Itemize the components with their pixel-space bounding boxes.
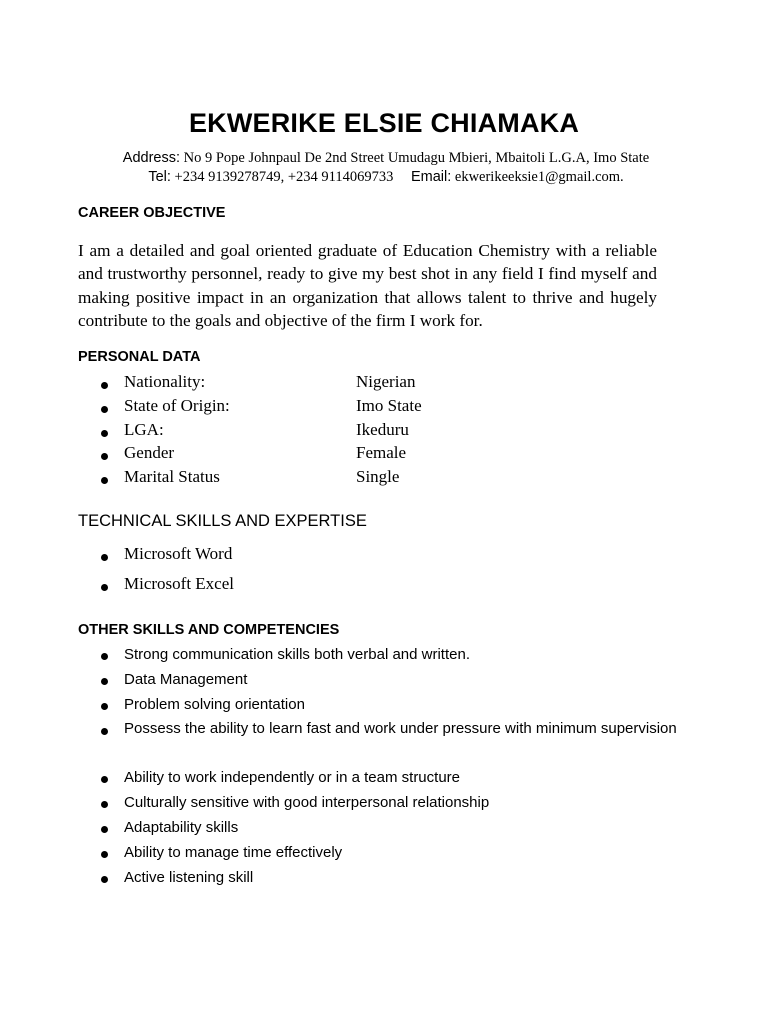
- bullet-icon: [101, 477, 108, 484]
- tel-label: Tel:: [148, 169, 171, 185]
- personal-data-value: Nigerian: [356, 372, 416, 391]
- personal-data-label: LGA:: [124, 420, 164, 439]
- personal-data-value: Single: [356, 467, 400, 486]
- bullet-icon: [101, 801, 108, 808]
- bullet-icon: [101, 453, 108, 460]
- address-value: No 9 Pope Johnpaul De 2nd Street Umudagu Mbieri, Mbaitoli L.G.A, Imo State: [183, 150, 650, 166]
- personal-data-heading: PERSONAL DATA: [78, 349, 201, 365]
- personal-data-label: Nationality:: [124, 372, 206, 391]
- bullet-icon: [101, 876, 108, 883]
- personal-data-label: State of Origin:: [124, 396, 230, 415]
- other-skill-text: Strong communication skills both verbal and written.: [124, 646, 470, 663]
- personal-data-value: Imo State: [356, 396, 422, 415]
- bullet-icon: [101, 728, 108, 735]
- other-skill-text: Ability to work independently or in a team structure: [124, 769, 460, 786]
- address-line: [2, 150, 768, 167]
- other-skill-text: Data Management: [124, 671, 248, 688]
- bullet-icon: [101, 430, 108, 437]
- address-label: Address:: [122, 150, 181, 166]
- bullet-icon: [101, 776, 108, 783]
- other-skill-text: Adaptability skills: [124, 819, 239, 836]
- career-objective-text: I am a detailed and goal oriented graduate of Education Chemistry with a reliable and trustworthy personnel, ready to give my best shot in any field I find myself and making positive impact in an organization that allows talent to thrive and hugely contribute to the goals and objective of the firm I work for.: [78, 241, 657, 330]
- bullet-icon: [101, 653, 108, 660]
- bullet-icon: [101, 826, 108, 833]
- bullet-icon: [101, 406, 108, 413]
- other-skill-text: Problem solving orientation: [124, 696, 305, 713]
- other-skill-text: Ability to manage time effectively: [124, 844, 343, 861]
- bullet-icon: [101, 382, 108, 389]
- bullet-icon: [101, 703, 108, 710]
- candidate-name: EKWERIKE ELSIE CHIAMAKA: [188, 108, 580, 138]
- bullet-icon: [101, 554, 108, 561]
- personal-data-value: Ikeduru: [356, 420, 409, 439]
- other-skills-heading: OTHER SKILLS AND COMPETENCIES: [78, 622, 340, 638]
- email-value: ekwerikeeksie1@gmail.com.: [454, 169, 624, 185]
- technical-skill-text: Microsoft Word: [124, 544, 233, 563]
- other-skill-text: Possess the ability to learn fast and work under pressure with minimum supervision: [124, 720, 677, 737]
- bullet-icon: [101, 584, 108, 591]
- bullet-icon: [101, 851, 108, 858]
- career-objective-heading: CAREER OBJECTIVE: [78, 205, 226, 221]
- contact-line: [2, 169, 768, 186]
- personal-data-label: Gender: [124, 443, 175, 462]
- bullet-icon: [101, 678, 108, 685]
- personal-data-label: Marital Status: [124, 467, 220, 486]
- email-label: Email:: [410, 169, 452, 185]
- tel-value: +234 9139278749, +234 9114069733: [174, 169, 394, 185]
- other-skill-text: Active listening skill: [124, 869, 254, 886]
- technical-skills-heading: TECHNICAL SKILLS AND EXPERTISE: [78, 512, 367, 530]
- personal-data-value: Female: [356, 443, 407, 462]
- technical-skill-text: Microsoft Excel: [124, 574, 234, 593]
- other-skill-text: Culturally sensitive with good interpersonal relationship: [124, 794, 490, 811]
